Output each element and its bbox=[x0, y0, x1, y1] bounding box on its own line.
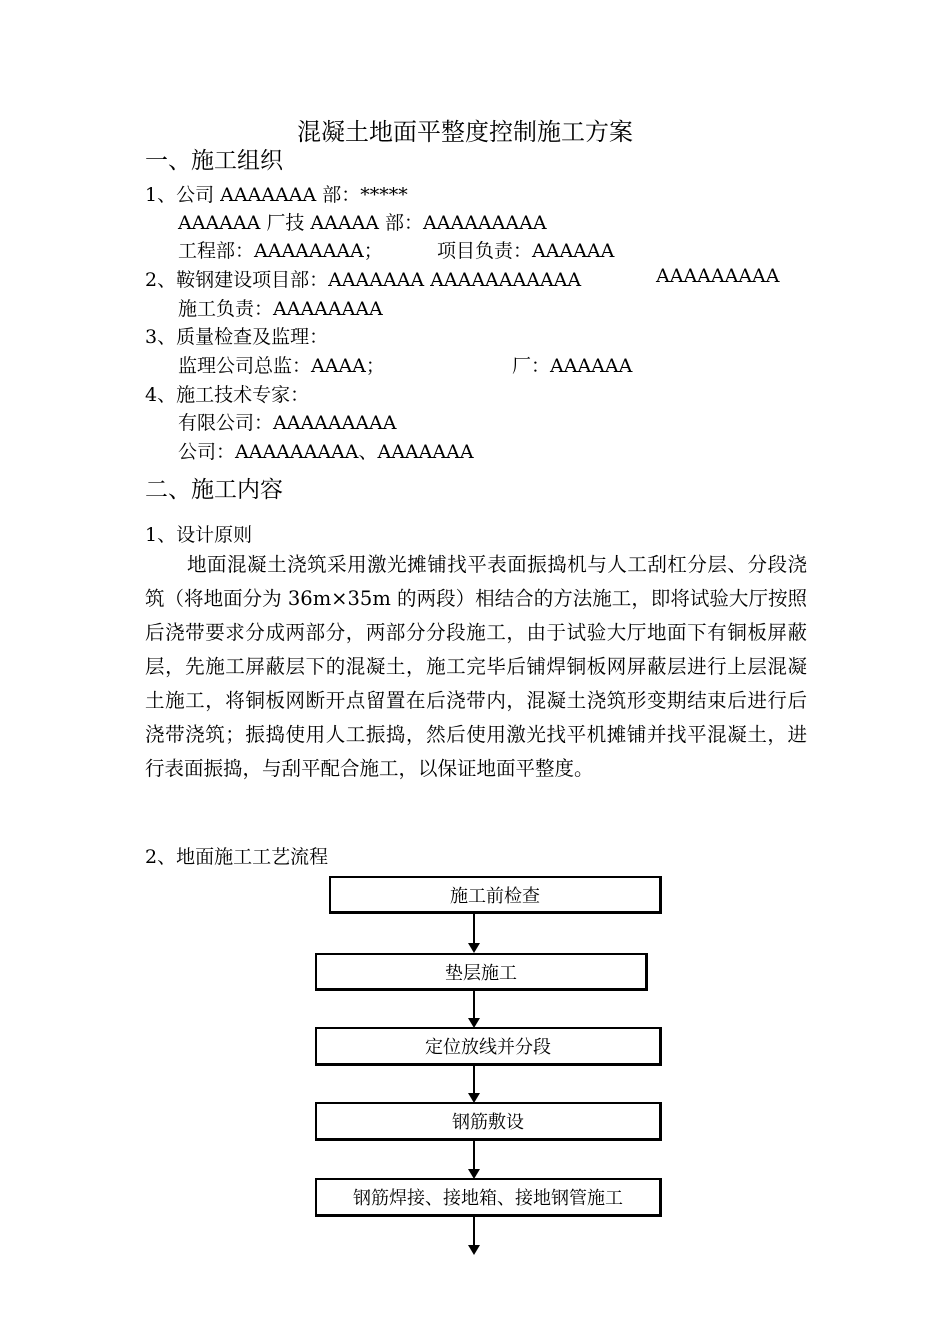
flow-step-label: 钢筋焊接、接地箱、接地钢管施工 bbox=[353, 1188, 623, 1209]
flow-step-cushion bbox=[315, 953, 648, 991]
flow-step-precheck bbox=[329, 876, 662, 914]
subheading-process-flow: 2、地面施工工艺流程 bbox=[145, 846, 329, 868]
flow-step-rebar bbox=[315, 1102, 662, 1141]
flow-step-label: 施工前检查 bbox=[450, 885, 540, 907]
org-line-7a: 监理公司总监：AAAA； bbox=[178, 355, 385, 377]
org-line-1: 1、公司 AAAAAAA 部：***** bbox=[145, 184, 408, 206]
org-line-5: 施工负责：AAAAAAAA bbox=[178, 298, 383, 320]
org-line-8: 4、施工技术专家： bbox=[145, 384, 310, 406]
flow-step-label: 钢筋敷设 bbox=[452, 1112, 524, 1133]
org-line-9: 有限公司：AAAAAAAAA bbox=[178, 412, 397, 434]
document-title: 混凝土地面平整度控制施工方案 bbox=[297, 118, 633, 146]
org-line-4b: AAAAAAAAA bbox=[656, 265, 780, 287]
flow-arrow-icon bbox=[473, 1066, 475, 1101]
org-line-4a: 2、鞍钢建设项目部：AAAAAAA AAAAAAAAAAA bbox=[145, 269, 582, 291]
flow-step-label: 垫层施工 bbox=[445, 962, 517, 984]
flow-arrow-icon bbox=[473, 1217, 475, 1253]
design-principle-paragraph: 地面混凝土浇筑采用激光摊铺找平表面振捣机与人工刮杠分层、分段浇筑（将地面分为 36m×35m 的两段）相结合的方法施工，即将试验大厅按照后浇带要求分成两部分，两部分分段施工，由于试验大厅地面下有铜板屏蔽层，先施工屏蔽层下的混凝土，施工完毕后铺焊铜板网屏蔽层进行上层混凝土施工，将铜板网断开点留置在后浇带内，混凝土浇筑形变期结束后进行后浇带浇筑；振捣使用人工振捣，然后使用激光找平机摊铺并找平混凝土，进行表面振捣，与刮平配合施工，以保证地面平整度。 bbox=[145, 553, 807, 780]
flow-step-welding bbox=[315, 1178, 662, 1217]
flow-arrow-icon bbox=[473, 1141, 475, 1177]
org-line-3b: 项目负责：AAAAAA bbox=[437, 240, 615, 262]
section-heading-organization: 一、施工组织 bbox=[145, 148, 283, 174]
org-line-7b: 厂：AAAAAA bbox=[512, 355, 633, 377]
org-line-2: AAAAAA 厂技 AAAAA 部：AAAAAAAAA bbox=[178, 212, 547, 234]
subheading-design-principle: 1、设计原则 bbox=[145, 524, 253, 546]
flow-step-label: 定位放线并分段 bbox=[425, 1037, 551, 1058]
org-line-6: 3、质量检查及监理： bbox=[145, 326, 329, 348]
section-heading-content: 二、施工内容 bbox=[145, 477, 283, 503]
flow-step-layout bbox=[315, 1027, 662, 1066]
flow-arrow-icon bbox=[473, 991, 475, 1026]
flow-arrow-icon bbox=[473, 914, 475, 951]
org-line-3a: 工程部：AAAAAAAA； bbox=[178, 240, 383, 262]
org-line-10: 公司：AAAAAAAAA、AAAAAAA bbox=[178, 441, 474, 463]
